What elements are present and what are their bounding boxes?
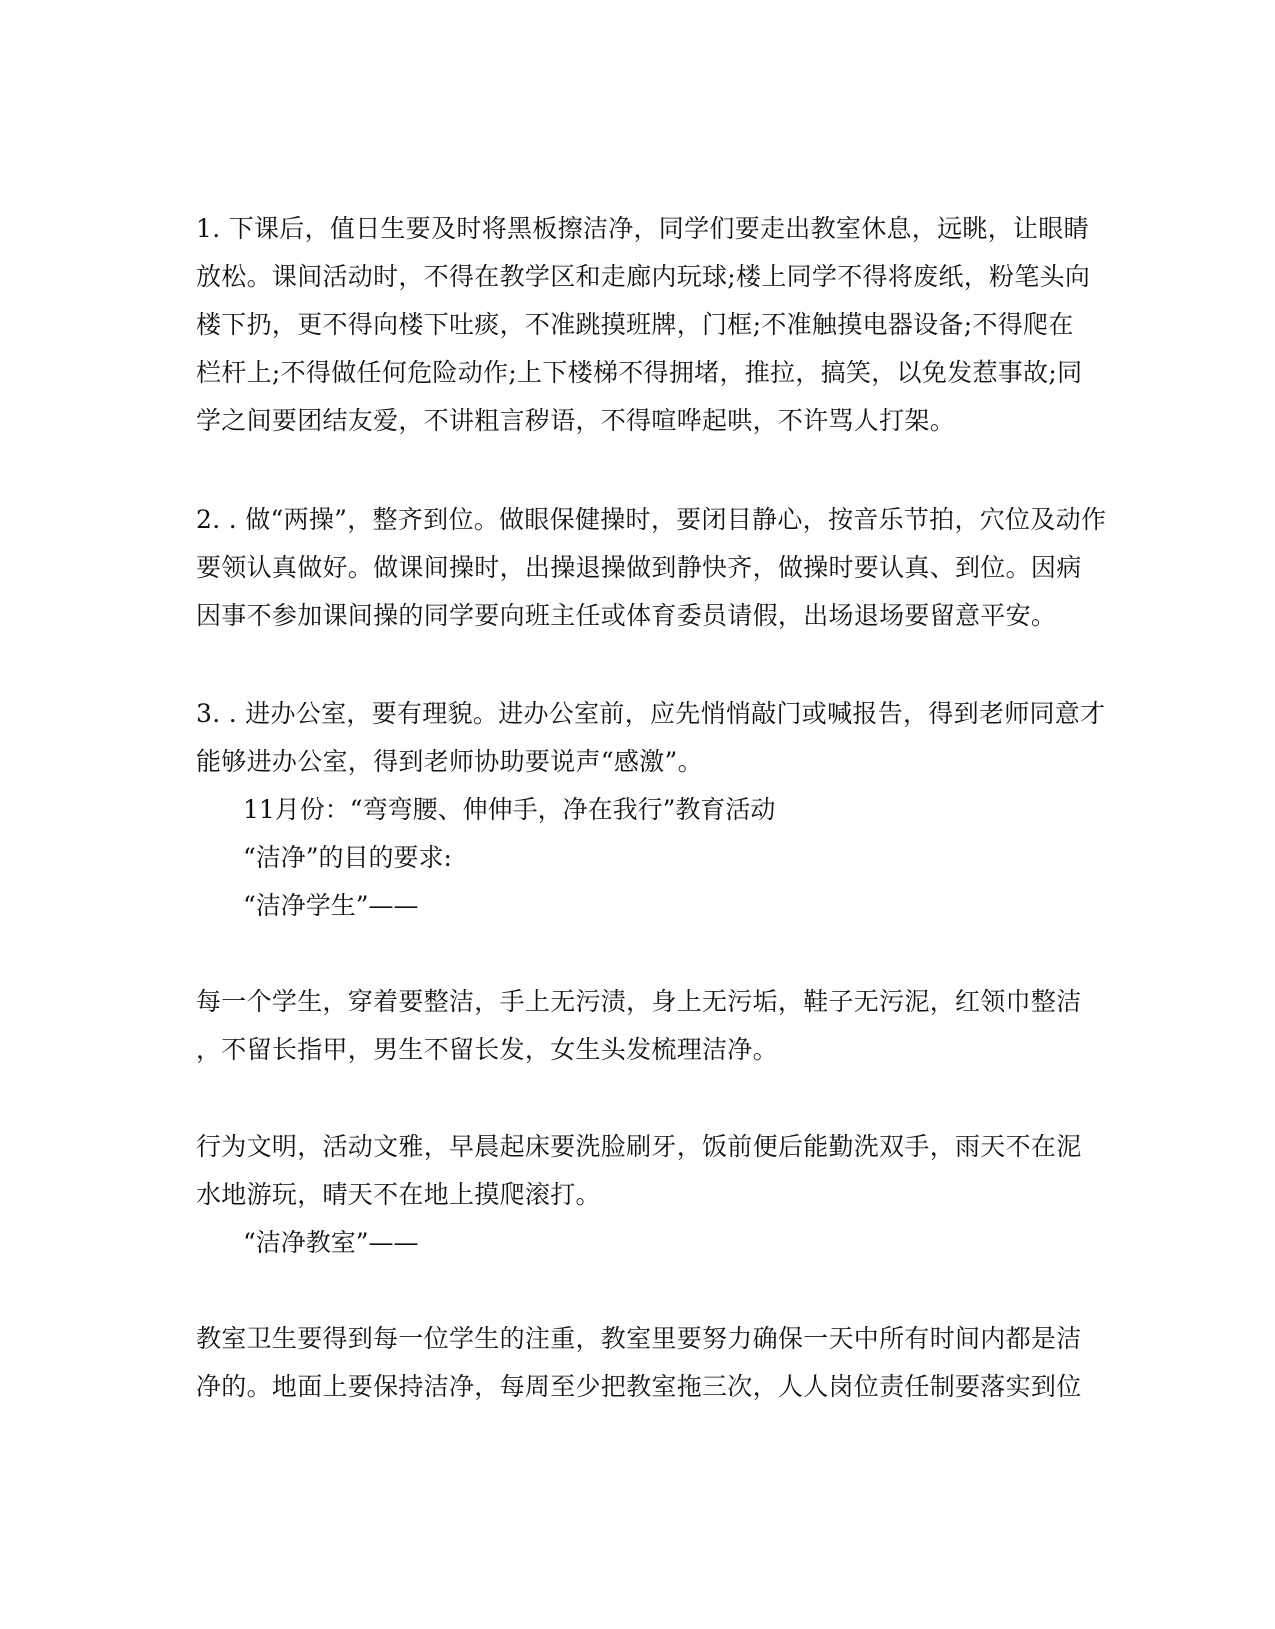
paragraph-rule-1	[196, 205, 1091, 445]
paragraph-student-appearance	[196, 978, 1086, 1074]
november-activity-heading: 11月份：“弯弯腰、伸伸手，净在我行”教育活动	[243, 795, 776, 824]
text-line: 放松。课间活动时，不得在教学区和走廊内玩球;楼上同学不得将废纸，粉笔头向	[196, 262, 1091, 291]
text-line: 水地游玩，晴天不在地上摸爬滚打。	[196, 1180, 601, 1209]
text-line: 楼下扔，更不得向楼下吐痰，不准跳摸班牌，门框;不准触摸电器设备;不得爬在	[196, 310, 1074, 339]
text-line: 行为文明，活动文雅，早晨起床要洗脸刷牙，饭前便后能勤洗双手，雨天不在泥	[196, 1132, 1082, 1161]
clean-classroom-heading: “洁净教室”——	[243, 1228, 419, 1257]
paragraph-rule-2	[196, 496, 1107, 640]
text-line: 要领认真做好。做课间操时，出操退操做到静快齐，做操时要认真、到位。因病	[196, 553, 1082, 582]
text-line: 教室卫生要得到每一位学生的注重，教室里要努力确保一天中所有时间内都是洁	[196, 1324, 1082, 1353]
text-line: 因事不参加课间操的同学要向班主任或体育委员请假，出场退场要留意平安。	[196, 601, 1057, 630]
paragraph-rule-3	[196, 690, 1106, 786]
text-line: 每一个学生，穿着要整洁，手上无污渍，身上无污垢，鞋子无污泥，红领巾整洁	[196, 987, 1082, 1016]
text-line: 2. . 做“两操”，整齐到位。做眼保健操时，要闭目静心，按音乐节拍，穴位及动作	[196, 505, 1107, 534]
paragraph-classroom-hygiene	[196, 1315, 1086, 1411]
text-line: 1. 下课后，值日生要及时将黑板擦洁净，同学们要走出教室休息，远眺，让眼睛	[196, 214, 1089, 243]
text-line: 能够进办公室，得到老师协助要说声“感激”。	[196, 747, 703, 776]
goal-heading: “洁净”的目的要求:	[243, 843, 452, 872]
clean-student-heading: “洁净学生”——	[243, 891, 419, 920]
text-line: 3. . 进办公室，要有理貌。进办公室前，应先悄悄敲门或喊报告，得到老师同意才	[196, 699, 1106, 728]
text-line: ，不留长指甲，男生不留长发，女生头发梳理洁净。	[196, 1035, 778, 1064]
text-line: 学之间要团结友爱，不讲粗言秽语，不得喧哗起哄，不许骂人打架。	[196, 406, 956, 435]
text-line: 净的。地面上要保持洁净，每周至少把教室拖三次，人人岗位责任制要落实到位	[196, 1372, 1082, 1401]
paragraph-student-behavior	[196, 1123, 1086, 1219]
text-line: 栏杆上;不得做任何危险动作;上下楼梯不得拥堵，推拉，搞笑，以免发惹事故;同	[196, 358, 1083, 387]
